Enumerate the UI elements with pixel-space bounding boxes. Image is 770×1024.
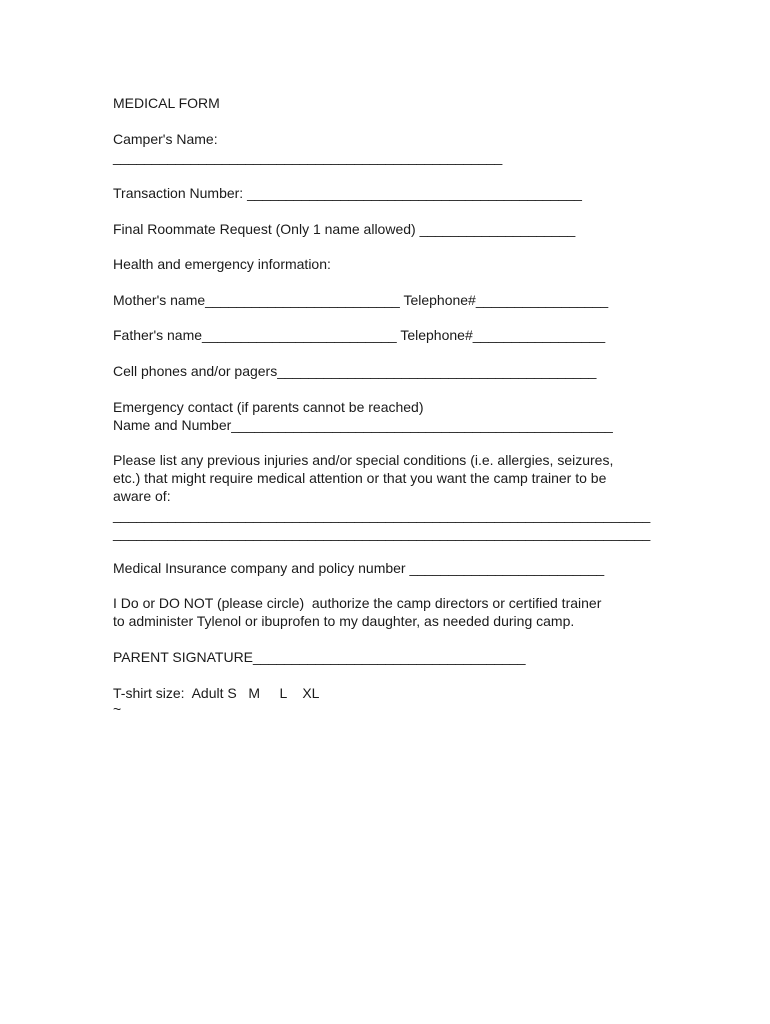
camper-name-blank[interactable]: __________________________________________________ [113,149,503,165]
father-field[interactable]: Father's name_________________________ Telephone#_________________ [113,327,606,343]
parent-signature-field[interactable]: PARENT SIGNATURE___________________________________ [113,649,526,665]
transaction-number-field[interactable]: Transaction Number: ___________________________________________ [113,185,582,201]
injuries-text-line-1: Please list any previous injuries and/or special conditions (i.e. allergies, seizures, [113,452,614,468]
injuries-blank-1[interactable]: _____________________________________________________________________ [113,507,651,523]
tshirt-size-line: T-shirt size: Adult S M L XL [113,685,320,701]
insurance-field[interactable]: Medical Insurance company and policy number _________________________ [113,560,605,576]
authorize-text-line-2: to administer Tylenol or ibuprofen to my daughter, as needed during camp. [113,613,575,629]
injuries-text-line-3: aware of: [113,488,171,504]
tilde-mark: ~ [113,701,122,717]
emergency-contact-field[interactable]: Name and Number_________________________________________________ [113,417,613,433]
camper-name-label: Camper's Name: [113,131,218,147]
injuries-text-line-2: etc.) that might require medical attention or that you want the camp trainer to be [113,470,607,486]
injuries-blank-2[interactable]: _____________________________________________________________________ [113,525,651,541]
mother-field[interactable]: Mother's name_________________________ Telephone#_________________ [113,292,609,308]
form-title: MEDICAL FORM [113,95,220,111]
health-heading: Health and emergency information: [113,256,331,272]
cell-phones-field[interactable]: Cell phones and/or pagers_________________________________________ [113,363,597,379]
roommate-request-field[interactable]: Final Roommate Request (Only 1 name allowed) ____________________ [113,221,576,237]
authorize-text-line-1: I Do or DO NOT (please circle) authorize the camp directors or certified trainer [113,595,602,611]
emergency-contact-label: Emergency contact (if parents cannot be reached) [113,399,424,415]
